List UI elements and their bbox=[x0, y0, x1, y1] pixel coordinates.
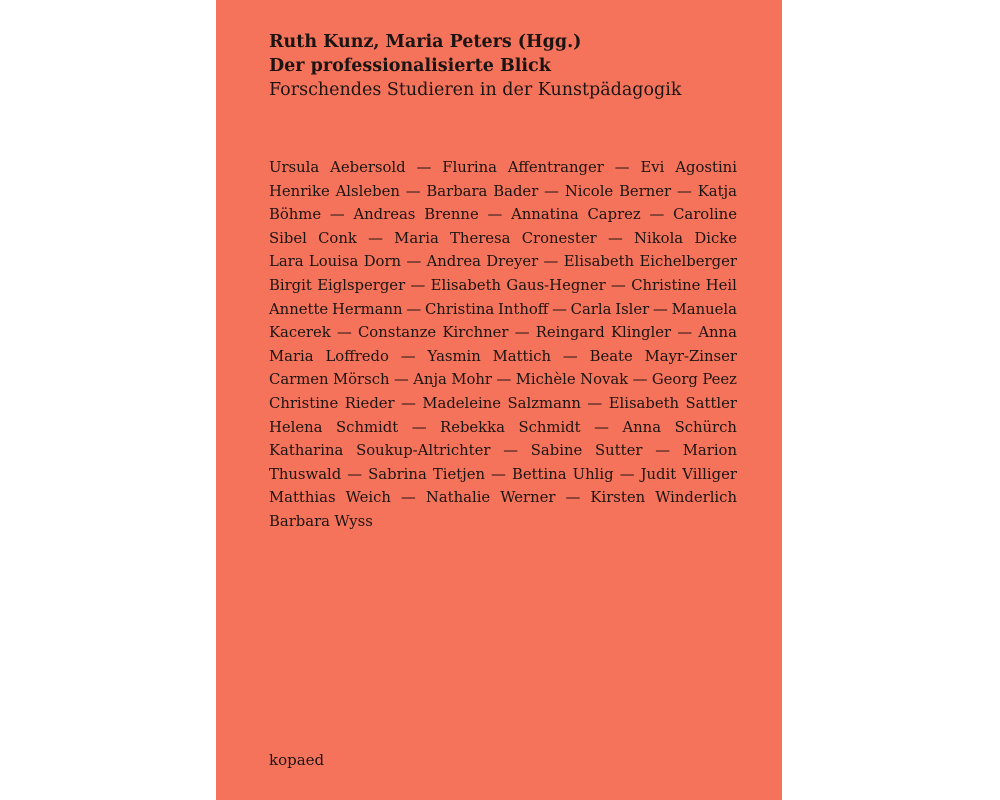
contributor-word: Conk bbox=[318, 229, 357, 247]
separator-dash: — bbox=[543, 253, 559, 271]
contributor-line bbox=[269, 203, 737, 227]
contributor-word: Barbara bbox=[269, 512, 330, 530]
contributor-word: Peez bbox=[702, 371, 737, 389]
contributor-word: Inthoff bbox=[498, 300, 549, 318]
contributor-word: Barbara bbox=[426, 182, 488, 200]
contributor-word: Uhlig bbox=[572, 465, 614, 483]
contributor-word: Alsleben bbox=[335, 182, 400, 200]
contributor-word: Berner bbox=[619, 182, 672, 200]
contributor-word: Ursula bbox=[269, 159, 320, 176]
separator-dash: — bbox=[649, 206, 665, 224]
contributor-word: Affentranger bbox=[507, 159, 604, 176]
contributor-line bbox=[269, 463, 737, 487]
contributor-word: Christina bbox=[424, 300, 495, 318]
contributor-word: Christine bbox=[631, 276, 701, 294]
contributor-word: Klingler bbox=[610, 324, 672, 342]
contributor-word: Anna bbox=[698, 324, 737, 342]
contributor-word: Annette bbox=[269, 300, 329, 318]
contributor-word: Werner bbox=[500, 489, 556, 507]
separator-dash: — bbox=[607, 229, 623, 247]
contributor-word: Elisabeth bbox=[563, 253, 635, 271]
separator-dash: — bbox=[487, 206, 503, 224]
separator-dash: — bbox=[411, 418, 427, 436]
separator-dash: — bbox=[655, 442, 670, 460]
contributor-word: Bettina bbox=[511, 465, 567, 483]
separator-dash: — bbox=[410, 276, 426, 294]
contributor-line bbox=[269, 368, 737, 392]
contributor-word: Michèle bbox=[515, 371, 576, 389]
contributor-list bbox=[269, 156, 737, 534]
contributor-word: Louisa bbox=[308, 253, 359, 271]
separator-dash: — bbox=[400, 347, 416, 365]
separator-dash: — bbox=[491, 465, 506, 483]
contributor-word: Sabrina bbox=[368, 465, 427, 483]
contributor-word: Georg bbox=[651, 371, 698, 389]
contributor-word: Villiger bbox=[682, 465, 737, 483]
separator-dash: — bbox=[416, 159, 432, 176]
separator-dash: — bbox=[677, 182, 692, 200]
contributor-word: Eichelberger bbox=[639, 253, 737, 271]
separator-dash: — bbox=[401, 489, 416, 507]
separator-dash: — bbox=[514, 324, 530, 342]
separator-dash: — bbox=[611, 276, 626, 294]
contributor-word: Birgit bbox=[269, 276, 312, 294]
contributor-word: Dicke bbox=[694, 229, 737, 247]
separator-dash: — bbox=[653, 300, 668, 318]
contributor-word: Nathalie bbox=[425, 489, 491, 507]
separator-dash: — bbox=[562, 347, 578, 365]
separator-dash: — bbox=[632, 371, 648, 389]
contributor-word: Yasmin bbox=[427, 347, 481, 365]
contributor-word: Salzmann bbox=[507, 394, 581, 412]
contributor-word: Elisabeth bbox=[608, 394, 680, 412]
contributor-word: Helena bbox=[269, 418, 323, 436]
separator-dash: — bbox=[406, 300, 422, 318]
contributor-line bbox=[269, 250, 737, 274]
contributor-word: Mayr-Zinser bbox=[644, 347, 737, 365]
publisher-name: kopaed bbox=[269, 751, 325, 769]
separator-dash: — bbox=[544, 182, 559, 200]
contributor-word: Constanze bbox=[357, 324, 437, 342]
contributor-word: Loffredo bbox=[325, 347, 389, 365]
contributor-word: Wyss bbox=[334, 512, 373, 530]
separator-dash: — bbox=[552, 300, 567, 318]
separator-dash: — bbox=[496, 371, 512, 389]
contributor-word: Soukup-Altrichter bbox=[356, 442, 491, 460]
contributor-word: Carmen bbox=[269, 371, 329, 389]
separator-dash: — bbox=[406, 253, 422, 271]
contributor-word: Andrea bbox=[426, 253, 481, 271]
book-subtitle: Forschendes Studieren in der Kunstpädagogik bbox=[269, 80, 682, 100]
contributor-line bbox=[269, 180, 737, 204]
contributor-word: Sabine bbox=[530, 442, 583, 460]
contributor-word: Caprez bbox=[587, 206, 641, 224]
separator-dash: — bbox=[405, 182, 421, 200]
contributor-word: Thuswald bbox=[269, 465, 342, 483]
contributor-word: Schmidt bbox=[336, 418, 399, 436]
contributor-word: Agostini bbox=[675, 159, 737, 176]
contributor-word: Sattler bbox=[685, 394, 737, 412]
contributor-word: Brenne bbox=[424, 206, 479, 224]
contributor-word: Weich bbox=[345, 489, 391, 507]
separator-dash: — bbox=[587, 394, 603, 412]
contributor-word: Reingard bbox=[535, 324, 605, 342]
separator-dash: — bbox=[336, 324, 352, 342]
contributor-word: Annatina bbox=[511, 206, 579, 224]
contributor-word: Rieder bbox=[344, 394, 395, 412]
contributor-word: Kirchner bbox=[442, 324, 509, 342]
separator-dash: — bbox=[394, 371, 409, 389]
contributor-word: Henrike bbox=[269, 182, 330, 200]
contributor-line bbox=[269, 510, 737, 534]
contributor-line bbox=[269, 298, 737, 322]
separator-dash: — bbox=[503, 442, 519, 460]
contributor-word: Tietjen bbox=[432, 465, 486, 483]
contributor-word: Rebekka bbox=[440, 418, 505, 436]
contributor-word: Caroline bbox=[673, 206, 737, 224]
contributor-word: Isler bbox=[615, 300, 650, 318]
contributor-word: Winderlich bbox=[655, 489, 737, 507]
contributor-word: Dorn bbox=[363, 253, 402, 271]
contributor-word: Elisabeth bbox=[430, 276, 502, 294]
contributor-word: Kirsten bbox=[590, 489, 646, 507]
contributor-word: Dreyer bbox=[486, 253, 539, 271]
separator-dash: — bbox=[565, 489, 581, 507]
contributor-word: Sutter bbox=[595, 442, 643, 460]
contributor-word: Flurina bbox=[442, 159, 497, 176]
contributor-word: Katja bbox=[697, 182, 737, 200]
contributor-word: Madeleine bbox=[422, 394, 502, 412]
contributor-word: Manuela bbox=[671, 300, 737, 318]
contributor-word: Cronester bbox=[521, 229, 597, 247]
contributor-word: Beate bbox=[589, 347, 633, 365]
contributor-word: Carla bbox=[570, 300, 612, 318]
contributor-word: Gaus-Hegner bbox=[506, 276, 606, 294]
contributor-word: Anna bbox=[622, 418, 662, 436]
editors: Ruth Kunz, Maria Peters (Hgg.) bbox=[269, 32, 582, 52]
contributor-line bbox=[269, 416, 737, 440]
contributor-word: Mattich bbox=[492, 347, 552, 365]
contributor-word: Hermann bbox=[331, 300, 403, 318]
contributor-word: Maria bbox=[394, 229, 439, 247]
contributor-word: Mörsch bbox=[333, 371, 390, 389]
contributor-word: Evi bbox=[640, 159, 665, 176]
contributor-line bbox=[269, 321, 737, 345]
contributor-word: Katharina bbox=[269, 442, 344, 460]
separator-dash: — bbox=[368, 229, 383, 247]
contributor-line bbox=[269, 486, 737, 510]
contributor-word: Nicole bbox=[564, 182, 614, 200]
contributor-line bbox=[269, 274, 737, 298]
contributor-word: Aebersold bbox=[330, 159, 406, 176]
contributor-word: Sibel bbox=[269, 229, 307, 247]
contributor-word: Böhme bbox=[269, 206, 322, 224]
contributor-word: Matthias bbox=[269, 489, 336, 507]
contributor-word: Christine bbox=[269, 394, 339, 412]
contributor-line bbox=[269, 156, 737, 180]
contributor-line bbox=[269, 439, 737, 463]
contributor-word: Schürch bbox=[674, 418, 737, 436]
contributor-word: Lara bbox=[269, 253, 304, 271]
separator-dash: — bbox=[329, 206, 345, 224]
separator-dash: — bbox=[401, 394, 416, 412]
contributor-line bbox=[269, 345, 737, 369]
contributor-word: Maria bbox=[269, 347, 314, 365]
contributor-word: Kacerek bbox=[269, 324, 331, 342]
book-title: Der professionalisierte Blick bbox=[269, 56, 551, 76]
contributor-word: Theresa bbox=[450, 229, 511, 247]
separator-dash: — bbox=[347, 465, 363, 483]
contributor-word: Mohr bbox=[451, 371, 493, 389]
contributor-word: Anja bbox=[413, 371, 447, 389]
book-cover bbox=[216, 0, 782, 800]
contributor-word: Judit bbox=[640, 465, 677, 483]
separator-dash: — bbox=[614, 159, 630, 176]
contributor-word: Novak bbox=[580, 371, 629, 389]
contributor-word: Heil bbox=[705, 276, 737, 294]
separator-dash: — bbox=[619, 465, 635, 483]
contributor-word: Bader bbox=[493, 182, 539, 200]
separator-dash: — bbox=[677, 324, 693, 342]
cover-header bbox=[269, 30, 749, 102]
contributor-word: Nikola bbox=[634, 229, 684, 247]
separator-dash: — bbox=[594, 418, 609, 436]
contributor-word: Schmidt bbox=[518, 418, 581, 436]
contributor-line bbox=[269, 392, 737, 416]
contributor-word: Eiglsperger bbox=[317, 276, 406, 294]
contributor-line bbox=[269, 227, 737, 251]
contributor-word: Andreas bbox=[353, 206, 416, 224]
contributor-word: Marion bbox=[682, 442, 737, 460]
